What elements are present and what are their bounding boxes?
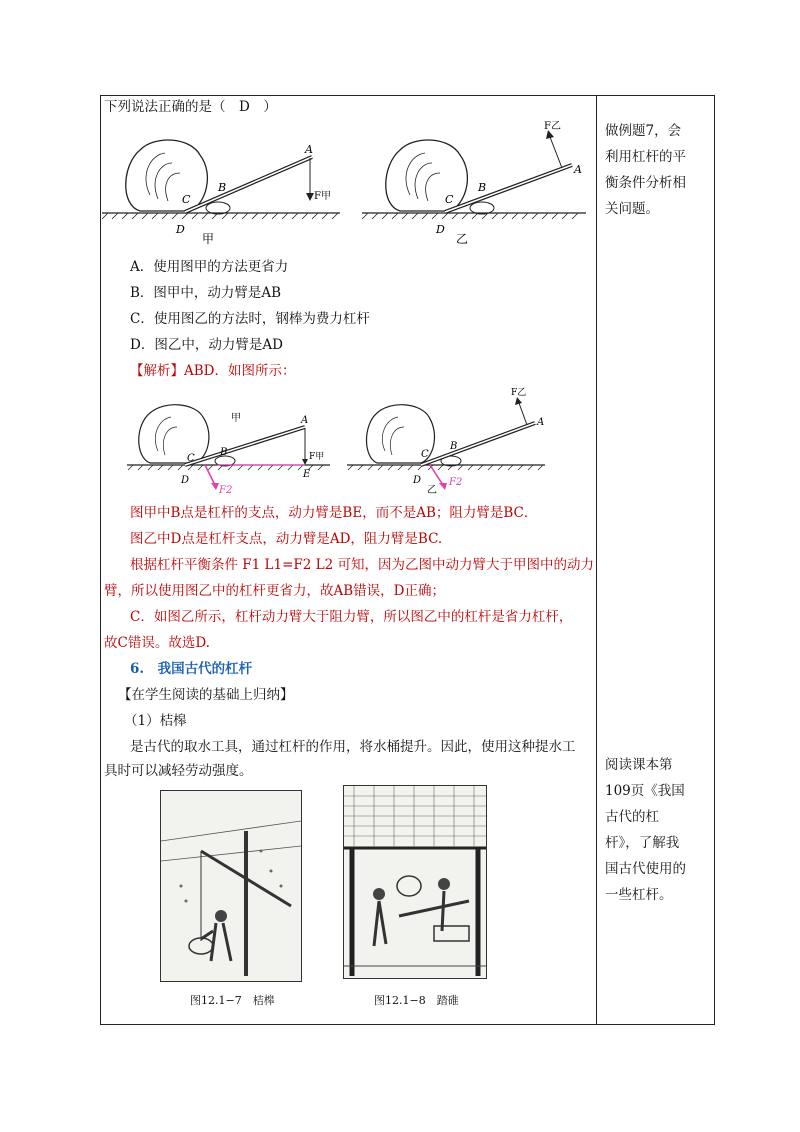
item-1-title: （1）桔槔	[124, 713, 187, 729]
option-b: B．图甲中，动力臂是AB	[130, 285, 282, 301]
option-d: D．图乙中，动力臂是AD	[130, 337, 283, 353]
caption-jiegao: 图12.1−7 桔槔	[190, 994, 275, 1007]
section-title: 6. 我国古代的杠杆	[130, 661, 253, 677]
illustration-jiegao	[160, 790, 302, 982]
label-F2-yi: F2	[449, 477, 463, 488]
question-stem: 下列说法正确的是（ D ）	[104, 99, 277, 115]
label-C-yi: C	[445, 193, 454, 206]
label-D-yi-2: D	[413, 475, 422, 486]
label-A-yi: A	[574, 163, 582, 176]
label-F-yi-2: F乙	[511, 388, 527, 398]
caption-jia: 甲	[202, 232, 215, 246]
item-1-desc-2: 具时可以减轻劳动强度。	[104, 763, 253, 779]
analysis-line-3: 根据杠杆平衡条件 F1 L1=F2 L2 可知，因为乙图中动力臂大于甲图中的动力	[130, 557, 594, 573]
analysis-head: 【解析】ABD．如图所示：	[130, 363, 296, 379]
label-B-yi: B	[478, 181, 487, 194]
label-B-yi-2: B	[450, 441, 458, 452]
label-A: A	[305, 143, 313, 156]
analysis-line-2: 图乙中D点是杠杆支点，动力臂是AD，阻力臂是BC.	[130, 531, 443, 547]
label-A-2: A	[301, 415, 309, 426]
label-F-jia: F甲	[314, 191, 331, 202]
summary-head: 【在学生阅读的基础上归纳】	[118, 687, 294, 703]
label-D: D	[176, 223, 185, 236]
label-jia-2: 甲	[231, 413, 241, 424]
option-c: C．使用图乙的方法时，钢棒为费力杠杆	[130, 311, 370, 327]
analysis-line-1: 图甲中B点是杠杆的支点，动力臂是BE，而不是AB；阻力臂是BC．	[130, 505, 538, 521]
label-B-2: B	[220, 447, 228, 458]
caption-tadui: 图12.1−8 踏碓	[374, 994, 459, 1007]
figure-analysis-levers	[125, 385, 555, 500]
illustration-tadui	[343, 785, 487, 979]
side-note-2: 阅读课本第 109页《我国 古代的杠 杆》，了解我 国古代使用的 一些杠杆。	[605, 757, 686, 903]
item-1-desc-1: 是古代的取水工具，通过杠杆的作用，将水桶提升。因此，使用这种提水工	[130, 739, 576, 755]
figure-question-levers	[100, 115, 595, 250]
label-C-2: C	[187, 453, 195, 464]
label-F2-jia: F2	[219, 485, 233, 496]
column-divider	[596, 95, 597, 1025]
analysis-line-6: 故C错误。故选D.	[104, 635, 210, 651]
caption-yi: 乙	[456, 232, 469, 246]
label-E-2: E	[303, 469, 311, 480]
option-a: A．使用图甲的方法更省力	[130, 259, 289, 275]
label-F-jia-2: F甲	[309, 452, 325, 462]
label-D-2: D	[181, 475, 190, 486]
label-yi-2: 乙	[427, 485, 437, 496]
label-F-yi: F乙	[544, 121, 561, 132]
label-C-yi-2: C	[421, 449, 429, 460]
label-C: C	[182, 193, 191, 206]
label-A-yi-2: A	[537, 417, 545, 428]
label-D-yi: D	[436, 223, 445, 236]
label-B: B	[218, 181, 227, 194]
analysis-line-5: C．如图乙所示，杠杆动力臂大于阻力臂，所以图乙中的杠杆是省力杠杆，	[130, 609, 573, 625]
analysis-line-4: 臂，所以使用图乙中的杠杆更省力，故AB错误，D正确；	[104, 583, 445, 599]
side-note-1: 做例题7，会 利用杠杆的平 衡条件分析相 关问题。	[605, 123, 686, 217]
